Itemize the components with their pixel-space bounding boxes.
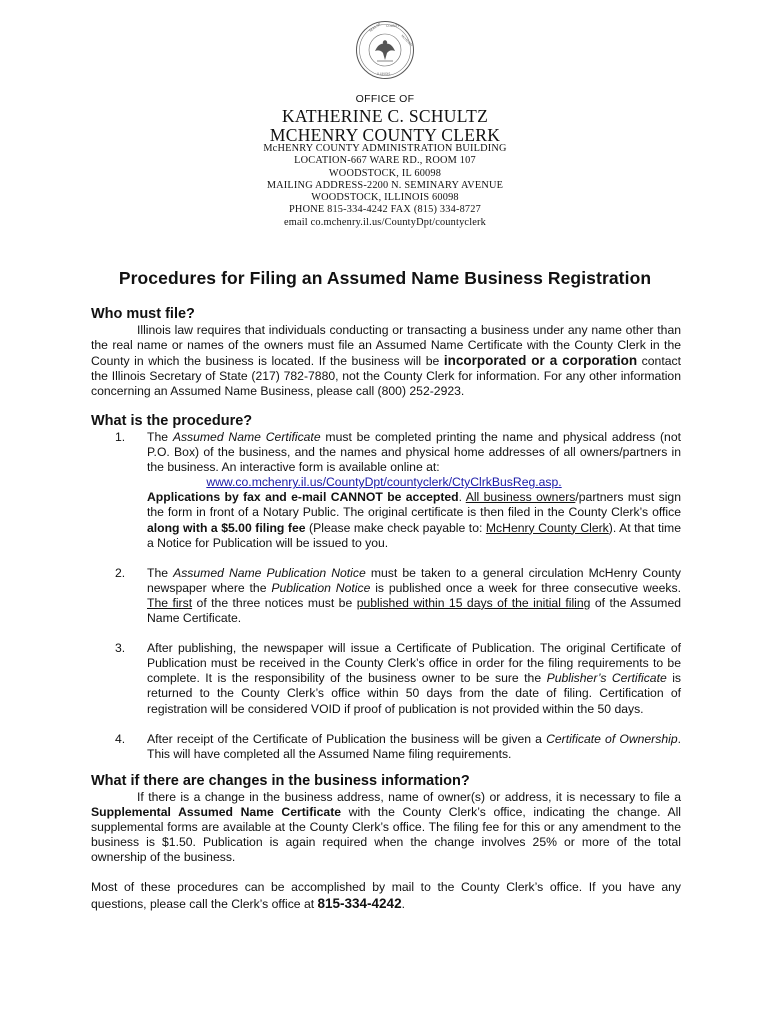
section-changes: [91, 772, 681, 912]
address-line: email co.mchenry.il.us/CountyDpt/countyclerk: [283, 216, 486, 228]
section-heading: What if there are changes in the business information?: [91, 773, 470, 789]
office-of-label: OFFICE OF: [355, 93, 415, 105]
list-item: 4. After receipt of the Certificate of Publication the business will be given a Certificate of Ownership. This will have completed all the Assumed Name filing requirements.: [115, 731, 681, 761]
address-line: PHONE 815-334-4242 FAX (815) 334-8727: [289, 204, 481, 216]
svg-text:ILLINOIS: ILLINOIS: [377, 72, 391, 76]
procedure-list: [91, 430, 681, 762]
list-item: 3. After publishing, the newspaper will issue a Certificate of Publication. The original Certificate of Publication must be received in the County Clerk’s office in order for the filing requirements to be complete. It is the responsibility of the business owner to be sure the Publisher’s Certificate is returned to the County Clerk’s office within 50 days from the date of filing. Certification of registration will be considered VOID if proof of publication is not provided within the 50 days.: [115, 641, 682, 716]
clerk-title: MCHENRY COUNTY CLERK: [269, 125, 501, 145]
address-line: WOODSTOCK, ILLINOIS 60098: [311, 192, 459, 204]
paragraph: Illinois law requires that individuals conducting or transacting a business under any name other than the real name or names of the owners must file an Assumed Name Certificate with the County Clerk in the County in which the business is located. If the business will be incorporated or a corporation contact the Illinois Secretary of State (217) 782-7880, not the County Clerk for information. For any other information concerning an Assumed Name Business, please call (800) 252-2923.: [91, 323, 681, 399]
address-line: MAILING ADDRESS-2200 N. SEMINARY AVENUE: [266, 179, 504, 191]
section-heading: What is the procedure?: [91, 413, 253, 429]
address-line: WOODSTOCK, IL 60098: [328, 167, 442, 179]
list-item: 1. The Assumed Name Certificate must be completed printing the name and physical address (not P.O. Box) of the business, and the names and physical home addresses of all owners/partners in the business. An interactive form is available online at: www.co.mchenry.il.us/CountyDpt/countyclerk/CtyClrkBusReg.asp. Applications by fax and e-mail CANNOT be accepted. All business owners/partners must sign the form in front of a Notary Public. The original certificate is then filed in the County Clerk’s office along with a $5.00 filing fee (Please make check payable to: McHenry County Clerk). At that time a Notice for Publication will be issued to you.: [115, 430, 681, 550]
address-block: [0, 143, 770, 229]
svg-text:SEAL OF: SEAL OF: [368, 21, 382, 33]
svg-text:COUNTY: COUNTY: [386, 24, 400, 28]
closing-paragraph: Most of these procedures can be accomplished by mail to the County Clerk’s office. If you have any questions, please call the Clerk’s office at 815-334-4242.: [91, 880, 681, 911]
county-seal-icon: [355, 20, 415, 80]
list-item: 2. The Assumed Name Publication Notice must be taken to a general circulation McHenry County newspaper where the Publication Notice is published once a week for three consecutive weeks. The first of the three notices must be published within 15 days of the initial filing of the Assumed Name Certificate.: [115, 565, 682, 626]
page-title: Procedures for Filing an Assumed Name Business Registration: [118, 268, 652, 288]
section-procedure: [91, 412, 681, 762]
address-line: LOCATION-667 WARE RD., ROOM 107: [294, 155, 476, 167]
clerk-name: KATHERINE C. SCHULTZ: [281, 106, 489, 126]
registration-form-link[interactable]: www.co.mchenry.il.us/CountyDpt/countyclerk/CtyClrkBusReg.asp.: [206, 475, 562, 490]
svg-text:McHENRY: McHENRY: [400, 33, 414, 48]
section-who-must-file: [91, 305, 681, 399]
section-heading: Who must file?: [91, 306, 195, 322]
address-line: McHENRY COUNTY ADMINISTRATION BUILDING: [263, 143, 507, 154]
paragraph: If there is a change in the business address, name of owner(s) or address, it is necessary to file a Supplemental Assumed Name Certificate with the County Clerk’s office, indicating the change. All supplemental forms are available at the County Clerk’s office. The filing fee for this or any amendment to the business is $1.50. Publication is again required when the change involves 25% or more of the total ownership of the business.: [91, 790, 681, 865]
